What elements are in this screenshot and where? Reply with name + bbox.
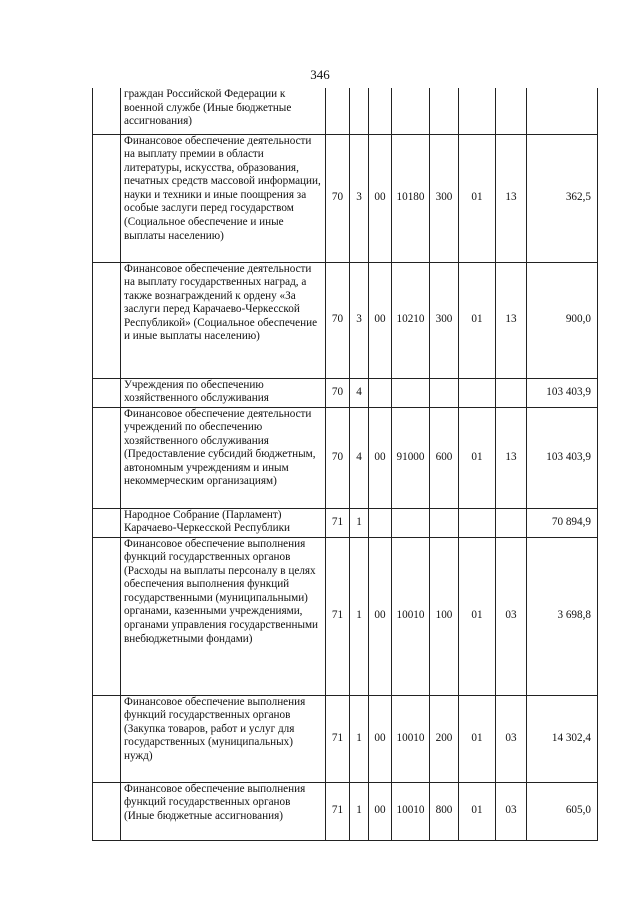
table-row: Народное Собрание (Парламент) Карачаево-Черкесской Республики 71 1 70 894,9 <box>93 508 598 537</box>
row-name: Народное Собрание (Парламент) Карачаево-Черкесской Республики <box>121 508 326 537</box>
row-name: Финансовое обеспечение выполнения функций государственных органов (Закупка товаров, работ и услуг для государственных (муниципальных) нужд) <box>121 695 326 782</box>
table-row: Финансовое обеспечение деятельности учреждений по обеспечению хозяйственного обслуживания (Предоставление субсидий бюджетным, автономным учреждениям и иным некоммерческим организациям) 70 4 00 91000 600 01 13 103 403,9 <box>93 407 598 508</box>
row-name: Финансовое обеспечение деятельности учреждений по обеспечению хозяйственного обслуживания (Предоставление субсидий бюджетным, автономным учреждениям и иным некоммерческим организациям) <box>121 407 326 508</box>
table-row: Учреждения по обеспечению хозяйственного обслуживания 70 4 103 403,9 <box>93 378 598 407</box>
table-row: Финансовое обеспечение выполнения функций государственных органов (Закупка товаров, работ и услуг для государственных (муниципальных) нужд) 71 1 00 10010 200 01 03 14 302,4 <box>93 695 598 782</box>
page-number: 346 <box>310 67 330 82</box>
row-name: Финансовое обеспечение деятельности на выплату премии в области литературы, искусства, образования, печатных средств массовой информации, науки и техники и иные поощрения за особые заслуги перед государством (Социальное обеспечение и иные выплаты населению) <box>121 134 326 262</box>
row-name: Финансовое обеспечение выполнения функций государственных органов (Расходы на выплаты персоналу в целях обеспечения выполнения функций государственными (муниципальными) органами, казенными учреждениями, органами управления государственными внебюджетными фондами) <box>121 537 326 695</box>
table-row: Финансовое обеспечение выполнения функций государственных органов (Расходы на выплаты персоналу в целях обеспечения выполнения функций государственными (муниципальными) органами, казенными учреждениями, органами управления государственными внебюджетными фондами) 71 1 00 10010 100 01 03 3 698,8 <box>93 537 598 695</box>
row-name: Финансовое обеспечение выполнения функций государственных органов (Иные бюджетные ассигнования) <box>121 782 326 840</box>
table-row <box>93 88 598 134</box>
table-row: Финансовое обеспечение выполнения функций государственных органов (Иные бюджетные ассигнования) 71 1 00 10010 800 01 03 605,0 <box>93 782 598 840</box>
row-name: Учреждения по обеспечению хозяйственного обслуживания <box>121 378 326 407</box>
row-name: граждан Российской Федерации к военной службе (Иные бюджетные ассигнования) <box>121 88 326 134</box>
budget-table <box>92 88 598 841</box>
row-name: Финансовое обеспечение деятельности на выплату государственных наград, а также вознаграждений к ордену «За заслуги перед Карачаево-Черкесской Республикой» (Социальное обеспечение и иные выплаты населению) <box>121 262 326 378</box>
table-row: Финансовое обеспечение деятельности на выплату премии в области литературы, искусства, образования, печатных средств массовой информации, науки и техники и иные поощрения за особые заслуги перед государством (Социальное обеспечение и иные выплаты населению) 70 3 00 10180 300 01 13 362,5 <box>93 134 598 262</box>
table-row: Финансовое обеспечение деятельности на выплату государственных наград, а также вознаграждений к ордену «За заслуги перед Карачаево-Черкесской Республикой» (Социальное обеспечение и иные выплаты населению) 70 3 00 10210 300 01 13 900,0 <box>93 262 598 378</box>
